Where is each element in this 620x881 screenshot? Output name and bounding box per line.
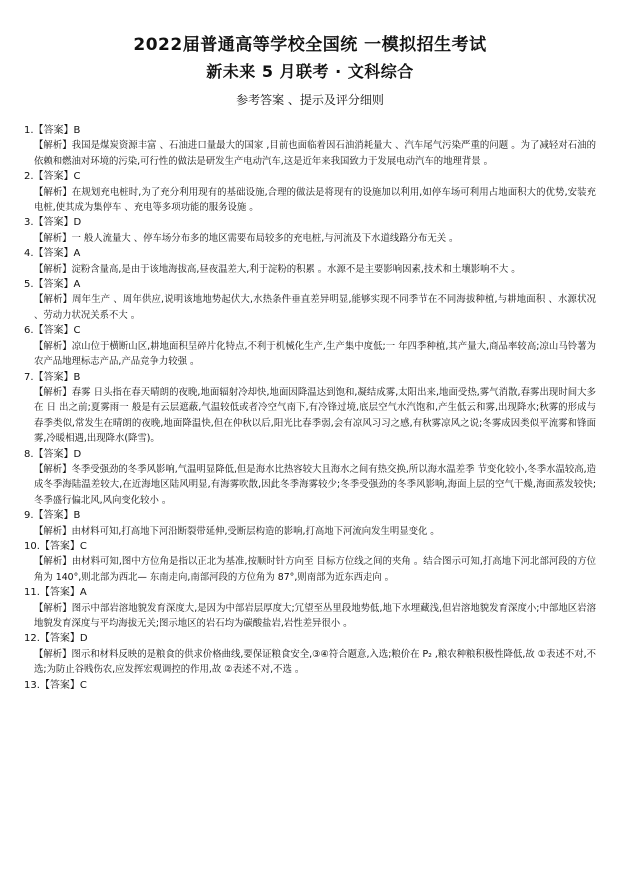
answer-label: 7.【答案】B: [24, 371, 81, 383]
explanation-text: 【解析】周年生产 、周年供应,说明该地地势起伏大,水热条件垂直差异明显,能够实现不同季节在不同海拔种植,与耕地面积 、水源状况 、劳动力状况关系不大 。: [34, 294, 596, 321]
explanation-text: 【解析】春雾 日头指在春天晴朗的夜晚,地面辐射冷却快,地面因降温达到饱和,凝结成雾,太阳出来,地面受热,雾气消散,春雾出现时间大多在 日 出之前;夏雾雨一 般是有云层遮蔽,气温较低或者冷空气南下,有冷锋过境,底层空气水汽饱和,产生低云和雾,出现降水;秋雾的形成与春季类似,常发生在晴朗的夜晚,地面降温快,但在仲秋以后,阳光比春季弱,会有凉风习习之感,有秋雾凉风之说;冬雾成因类似平流雾和锋面雾,冷暖相遇,出现降水(降雪)。: [34, 386, 596, 445]
answer-label: 12.【答案】D: [24, 633, 88, 645]
document-header: [0, 0, 620, 109]
explanation-text: 【解析】冬季受强劲的冬季风影响,气温明显降低,但是海水比热容较大且海水之间有热交换,所以海水温差季 节变化较小,冬季水温较高,造成冬季海陆温差较大,在近海地区陆风明显,有海雾吹散,因此冬季海雾较少;冬季受强劲的冬季风影响,海面上层的空气干燥,海面蒸发较快;冬季盛行偏北风,风向变化较小 。: [34, 463, 596, 506]
exam-subtitle: 新未来 5 月联考 · 文科综合: [206, 62, 414, 81]
answer-item-1: [24, 123, 596, 169]
answer-item-13: [24, 678, 596, 693]
answer-item-3: [24, 215, 596, 246]
explanation-text: 【解析】淀粉含量高,是由于该地海拔高,昼夜温差大,利于淀粉的积累 。水源不是主要影响因素,技术和土壤影响不大 。: [34, 263, 521, 275]
explanation-text: 【解析】我国是煤炭资源丰富 、石油进口量最大的国家 ,目前也面临着因石油消耗量大 、汽车尾气污染严重的问题 。为了减轻对石油的依赖和燃油对环境的污染,可行性的做法是研发生产电动汽车,这是近年来我国致力于发展电动汽车的地理背景 。: [34, 140, 596, 167]
exam-title: 2022届普通高等学校全国统 一模拟招生考试: [133, 35, 487, 55]
explanation-text: 【解析】图示和材料反映的是粮食的供求价格曲线,要保证粮食安全,③④符合题意,入选;粮价在 P₂ ,粮农种粮积极性降低,故 ①表述不对,不选;为防止谷贱伤农,应发挥宏观调控的作用,故 ②表述不对,不选 。: [34, 648, 596, 676]
answer-list: [24, 123, 596, 693]
answer-label: 11.【答案】A: [24, 587, 87, 599]
answer-label: 8.【答案】D: [24, 448, 82, 460]
explanation-text: 【解析】图示中部岩溶地貌发育深度大,是因为中部岩层厚度大;冗望至丛里段地势低,地下水埋藏浅,但岩溶地貌发育深度小;中部地区岩溶地貌发育深度与平均海拔无关;图示地区的岩石均为碳酸盐岩,岩性差异很小 。: [34, 602, 596, 629]
answer-item-10: [24, 539, 596, 585]
answer-label: 2.【答案】C: [24, 171, 81, 183]
answer-item-4: [24, 246, 596, 277]
explanation-text: 【解析】由材料可知,图中方位角是指以正北为基准,按顺时针方向至 目标方位线之间的夹角 。结合图示可知,打高地下河北部河段的方位角为 140°,则北部为西北— 东南走向,南部河段的方位角为 87°,则南部为近东西走向 。: [34, 556, 596, 583]
answer-label: 1.【答案】B: [24, 125, 81, 136]
answer-label: 9.【答案】B: [24, 510, 81, 522]
section-heading: 参考答案 、提示及评分细则: [236, 93, 384, 107]
explanation-text: 【解析】由材料可知,打高地下河沿断裂带延伸,受断层构造的影响,打高地下河流向发生明显变化 。: [34, 525, 440, 537]
answer-item-8: [24, 447, 596, 509]
answer-item-12: [24, 631, 596, 677]
answer-label: 4.【答案】A: [24, 248, 81, 260]
answer-label: 13.【答案】C: [24, 679, 87, 691]
answer-label: 6.【答案】C: [24, 325, 81, 337]
answer-item-5: [24, 277, 596, 323]
answer-item-7: [24, 370, 596, 447]
answer-label: 5.【答案】A: [24, 279, 81, 291]
answer-item-9: [24, 508, 596, 539]
explanation-text: 【解析】凉山位于横断山区,耕地面积呈碎片化特点,不利于机械化生产,生产集中度低;一 年四季种植,其产量大,商品率较高;凉山马铃薯为农产品地理标志产品,产品竞争力较强 。: [34, 340, 596, 368]
answer-label: 10.【答案】C: [24, 540, 87, 552]
answer-item-2: [24, 169, 596, 215]
explanation-text: 【解析】一 般人流量大 、停车场分布多的地区需要布局较多的充电桩,与河流及下水道线路分布无关 。: [34, 232, 459, 244]
answer-item-6: [24, 323, 596, 369]
answer-label: 3.【答案】D: [24, 217, 82, 229]
explanation-text: 【解析】在规划充电桩时,为了充分利用现有的基础设施,合理的做法是将现有的设施加以利用,如停车场可利用占地面积大的优势,安装充电桩,使其成为集停车 、充电等多项功能的服务设施 。: [34, 186, 596, 214]
answer-item-11: [24, 585, 596, 631]
